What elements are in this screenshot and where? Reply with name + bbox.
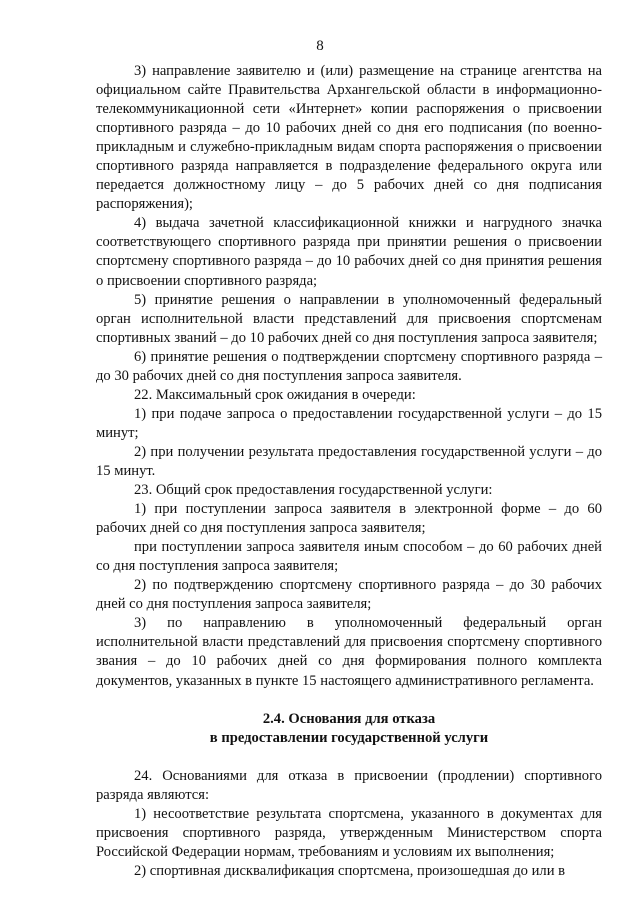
paragraph-23-item-3: 3) по направлению в уполномоченный федеральный орган исполнительной власти представлений для присвоения спортсмену спортивного звания – до 10 рабочих дней со дня формирования полного комплекта документов, указанных в пункте 15 настоящего административного регламента. (96, 615, 602, 689)
document-body (96, 62, 602, 881)
section-heading-line-2: в предоставлении государственной услуги (209, 729, 489, 746)
paragraph-section-22: 22. Максимальный срок ожидания в очереди: (134, 386, 416, 403)
paragraph-22-item-2: 2) при получении результата предоставления государственной услуги – до 15 минут. (96, 443, 602, 479)
paragraph-item-5: 5) принятие решения о направлении в уполномоченный федеральный орган исполнительной власти представлений для присвоения спортсменам спортивных званий – до 10 рабочих дней со дня поступления запроса заявителя; (96, 291, 602, 346)
paragraph-24-item-2: 2) спортивная дисквалификация спортсмена, произошедшая до или в (134, 862, 566, 879)
paragraph-23-item-1: 1) при поступлении запроса заявителя в электронной форме – до 60 рабочих дней со дня поступления запроса заявителя; (96, 501, 602, 537)
page-number: 8 (316, 38, 324, 54)
paragraph-24-item-1: 1) несоответствие результата спортсмена, указанного в документах для присвоения спортивного разряда, утвержденным Министерством спорта Российской Федерации нормам, требованиям и условиям их выполнения; (96, 805, 602, 860)
paragraph-item-3: 3) направление заявителю и (или) размещение на странице агентства на официальном сайте Правительства Архангельской области в информационно-телекоммуникационной сети «Интернет» копии распоряжения о присвоении спортивного разряда – до 10 рабочих дней со дня его подписания (по военно-прикладным и служебно-прикладным видам спорта распоряжения о присвоении спортивного разряда направляется в подразделение федерального округа или передается должностному лицу – до 5 рабочих дней со дня подписания распоряжения); (96, 63, 602, 213)
paragraph-section-23: 23. Общий срок предоставления государственной услуги: (134, 482, 493, 499)
paragraph-section-24: 24. Основаниями для отказа в присвоении (продлении) спортивного разряда являются: (96, 767, 602, 803)
section-heading-line-1: 2.4. Основания для отказа (262, 710, 436, 727)
paragraph-23-item-1-alt: при поступлении запроса заявителя иным способом – до 60 рабочих дней со дня поступления запроса заявителя; (96, 539, 602, 575)
paragraph-23-item-2: 2) по подтверждению спортсмену спортивного разряда – до 30 рабочих дней со дня поступления запроса заявителя; (96, 577, 602, 613)
paragraph-item-6: 6) принятие решения о подтверждении спортсмену спортивного разряда – до 30 рабочих дней со дня поступления запроса заявителя. (96, 348, 602, 384)
paragraph-22-item-1: 1) при подаче запроса о предоставлении государственной услуги – до 15 минут; (96, 405, 602, 441)
paragraph-item-4: 4) выдача зачетной классификационной книжки и нагрудного значка соответствующего спортивного разряда при принятии решения о присвоении спортсмену спортивного разряда – до 10 рабочих дней со дня принятия решения о присвоении спортивного разряда; (96, 215, 602, 289)
